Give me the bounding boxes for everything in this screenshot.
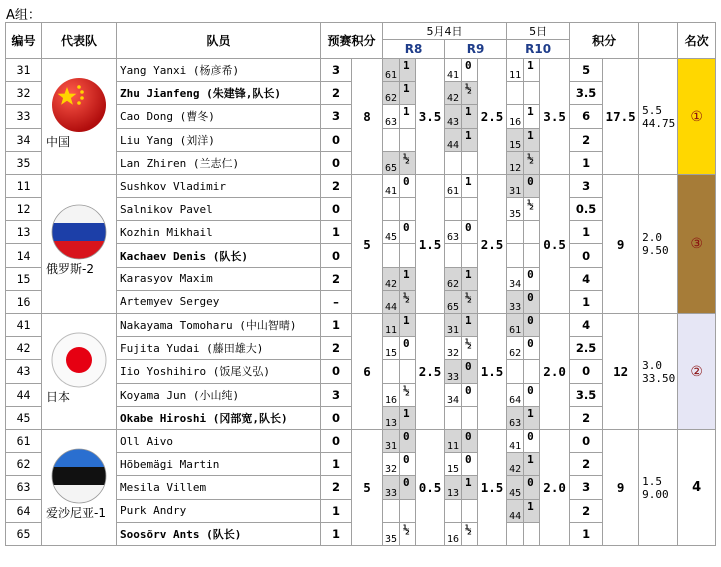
game-opponent-r10: 62 [507,337,524,360]
player-number: 65 [6,522,42,545]
player-number: 63 [6,476,42,499]
game-opponent-r10 [507,82,524,105]
game-result-r9: 0 [462,360,478,383]
game-opponent-r8: 61 [383,59,400,82]
game-opponent-r9: 44 [445,128,462,151]
game-result-r9: 0 [462,59,478,82]
game-result-r9: 0 [462,383,478,406]
game-result-r9: 1 [462,476,478,499]
team-r10-total: 0.5 [540,175,570,314]
game-result-r9: ½ [462,82,478,105]
game-opponent-r10 [507,244,524,267]
player-name: Yang Yanxi (杨彦希) [117,59,321,82]
player-total-points: 2 [570,128,603,151]
game-result-r8: 0 [400,337,416,360]
team-name: 俄罗斯-2 [46,262,94,276]
player-row [6,430,716,453]
player-prelim-points: 0 [321,151,352,174]
team-r9-total: 2.5 [478,175,507,314]
game-opponent-r10: 42 [507,453,524,476]
team-r9-total: 1.5 [478,314,507,430]
game-result-r8: 0 [400,221,416,244]
game-opponent-r9: 16 [445,522,462,545]
header-blank [639,23,678,59]
game-result-r9: ½ [462,522,478,545]
rank-badge: ③ [690,236,703,252]
player-name: Koyama Jun (小山纯) [117,383,321,406]
game-result-r8: ½ [400,151,416,174]
player-number: 12 [6,198,42,221]
game-result-r10 [524,82,540,105]
team-prelim-total: 5 [352,430,383,546]
game-opponent-r9: 13 [445,476,462,499]
player-prelim-points: 0 [321,128,352,151]
game-opponent-r9: 43 [445,105,462,128]
standings-table [5,22,716,546]
header-round-r9: R9 [445,40,507,59]
team-total-points: 17.5 [603,59,639,175]
game-opponent-r8: 42 [383,267,400,290]
game-opponent-r8: 35 [383,522,400,545]
game-result-r8: 0 [400,430,416,453]
game-result-r8 [400,360,416,383]
game-opponent-r9: 63 [445,221,462,244]
team-r10-total: 2.0 [540,314,570,430]
player-name: Iio Yoshihiro (饭尾义弘) [117,360,321,383]
player-row [6,59,716,82]
tiebreak-1: 5.5 [642,103,662,117]
game-result-r10: 1 [524,59,540,82]
player-total-points: 1 [570,522,603,545]
player-total-points: 2 [570,406,603,429]
player-total-points: 1 [570,221,603,244]
player-total-points: 0 [570,244,603,267]
game-opponent-r10: 11 [507,59,524,82]
game-result-r10 [524,360,540,383]
header-rank: 名次 [678,23,716,59]
player-prelim-points: 3 [321,59,352,82]
player-total-points: 0 [570,430,603,453]
player-name: Hõbemägi Martin [117,453,321,476]
game-result-r8: 1 [400,59,416,82]
game-opponent-r9: 62 [445,267,462,290]
game-opponent-r10: 61 [507,314,524,337]
tiebreak-1: 3.0 [642,358,662,372]
player-name: Sushkov Vladimir [117,175,321,198]
player-total-points: 3 [570,476,603,499]
player-name: Zhu Jianfeng (朱建锋,队长) [117,82,321,105]
game-result-r8 [400,499,416,522]
game-result-r8: ½ [400,383,416,406]
game-result-r8 [400,198,416,221]
game-result-r10: 0 [524,476,540,499]
team-r10-total: 3.5 [540,59,570,175]
game-opponent-r8: 44 [383,290,400,313]
game-opponent-r8 [383,198,400,221]
player-total-points: 3.5 [570,82,603,105]
game-result-r10: 1 [524,406,540,429]
player-name: Purk Andry [117,499,321,522]
game-opponent-r8: 63 [383,105,400,128]
game-opponent-r8: 32 [383,453,400,476]
tiebreak-2: 33.50 [642,371,676,385]
game-result-r10: 0 [524,267,540,290]
team-r8-total: 1.5 [416,175,445,314]
game-opponent-r9: 34 [445,383,462,406]
header-prelim: 预赛积分 [321,23,383,59]
player-number: 62 [6,453,42,476]
player-name: Mesila Villem [117,476,321,499]
team-r10-total: 2.0 [540,430,570,546]
header-round-r10: R10 [507,40,570,59]
team-name: 中国 [46,134,71,149]
player-total-points: 6 [570,105,603,128]
player-name: Cao Dong (曹冬) [117,105,321,128]
game-result-r8: ½ [400,290,416,313]
game-opponent-r9 [445,151,462,174]
player-prelim-points: 0 [321,360,352,383]
player-name: Fujita Yudai (藤田雄大) [117,337,321,360]
team-total-points: 9 [603,175,639,314]
player-prelim-points: 0 [321,430,352,453]
game-result-r8: 0 [400,175,416,198]
player-number: 44 [6,383,42,406]
game-result-r9: 1 [462,105,478,128]
game-opponent-r9 [445,244,462,267]
game-result-r10: ½ [524,151,540,174]
player-name: Kachaev Denis (队长) [117,244,321,267]
game-opponent-r9: 61 [445,175,462,198]
team-name: 日本 [46,389,71,404]
game-opponent-r8: 65 [383,151,400,174]
player-number: 45 [6,406,42,429]
game-result-r8: 0 [400,476,416,499]
game-opponent-r9: 41 [445,59,462,82]
player-name: Karasyov Maxim [117,267,321,290]
team-name: 爱沙尼亚-1 [46,505,106,520]
team-cell [42,314,117,430]
player-total-points: 2.5 [570,337,603,360]
game-result-r10: 0 [524,430,540,453]
team-tiebreak [639,175,678,314]
header-points: 积分 [570,23,639,59]
game-opponent-r9: 15 [445,453,462,476]
player-number: 16 [6,290,42,313]
player-total-points: 1 [570,151,603,174]
game-result-r8 [400,244,416,267]
game-result-r8: 1 [400,82,416,105]
player-name: Oll Aivo [117,430,321,453]
player-number: 32 [6,82,42,105]
team-total-points: 12 [603,314,639,430]
game-result-r9 [462,406,478,429]
player-number: 42 [6,337,42,360]
player-total-points: 5 [570,59,603,82]
game-opponent-r8: 33 [383,476,400,499]
team-total-points: 9 [603,430,639,546]
tiebreak-1: 2.0 [642,231,662,244]
game-opponent-r9 [445,406,462,429]
game-result-r9 [462,499,478,522]
player-prelim-points: 3 [321,383,352,406]
player-prelim-points: 1 [321,314,352,337]
team-rank [678,59,716,175]
player-number: 11 [6,175,42,198]
player-name: Kozhin Mikhail [117,221,321,244]
game-opponent-r8: 41 [383,175,400,198]
game-result-r9: ½ [462,337,478,360]
game-result-r8: 1 [400,406,416,429]
player-name: Soosõrv Ants (队长) [117,522,321,545]
player-total-points: 4 [570,314,603,337]
player-total-points: 2 [570,453,603,476]
game-opponent-r8: 15 [383,337,400,360]
game-opponent-r10: 63 [507,406,524,429]
team-tiebreak [639,59,678,175]
player-total-points: 3 [570,175,603,198]
game-opponent-r8 [383,244,400,267]
team-tiebreak [639,314,678,430]
player-name: Okabe Hiroshi (冈部宽,队长) [117,406,321,429]
estonia-flag-icon [51,448,107,504]
group-label: A组： [6,8,41,23]
header-date-5th: 5日 [507,23,570,40]
player-number: 64 [6,499,42,522]
player-prelim-points: 1 [321,221,352,244]
player-total-points: 0 [570,360,603,383]
team-r8-total: 3.5 [416,59,445,175]
game-opponent-r10: 45 [507,476,524,499]
player-number: 34 [6,128,42,151]
player-number: 61 [6,430,42,453]
china-flag-icon [51,77,107,133]
game-opponent-r9: 31 [445,314,462,337]
game-opponent-r9 [445,198,462,221]
team-prelim-total: 8 [352,59,383,175]
game-result-r9 [462,244,478,267]
game-opponent-r8: 31 [383,430,400,453]
game-result-r9 [462,151,478,174]
team-r9-total: 1.5 [478,430,507,546]
game-opponent-r8 [383,360,400,383]
game-result-r10: 0 [524,383,540,406]
player-number: 14 [6,244,42,267]
game-result-r8: ½ [400,522,416,545]
header-team: 代表队 [42,23,117,59]
tiebreak-2: 44.75 [642,116,676,130]
team-rank [678,430,716,546]
player-prelim-points: 0 [321,406,352,429]
game-result-r10: 1 [524,499,540,522]
game-result-r10: 0 [524,314,540,337]
japan-flag-icon [51,332,107,388]
game-result-r9 [462,198,478,221]
game-result-r8: 1 [400,105,416,128]
player-row [6,175,716,198]
game-result-r10: 1 [524,105,540,128]
game-opponent-r9: 33 [445,360,462,383]
game-opponent-r8 [383,128,400,151]
game-result-r10: 0 [524,175,540,198]
game-opponent-r8: 62 [383,82,400,105]
game-result-r9: 1 [462,128,478,151]
team-prelim-total: 5 [352,175,383,314]
game-result-r9: ½ [462,290,478,313]
game-opponent-r9: 32 [445,337,462,360]
game-result-r10: ½ [524,198,540,221]
game-result-r8 [400,128,416,151]
player-number: 35 [6,151,42,174]
game-result-r10: 0 [524,290,540,313]
player-prelim-points: 3 [321,105,352,128]
team-tiebreak [639,430,678,546]
player-prelim-points: 1 [321,499,352,522]
game-opponent-r10: 41 [507,430,524,453]
header-round-r8: R8 [383,40,445,59]
game-result-r9: 1 [462,267,478,290]
game-opponent-r10: 31 [507,175,524,198]
rank-badge: 4 [692,480,702,495]
player-prelim-points: 1 [321,453,352,476]
game-result-r10 [524,244,540,267]
player-prelim-points: 2 [321,175,352,198]
game-opponent-r10: 44 [507,499,524,522]
team-cell [42,175,117,314]
game-opponent-r10 [507,522,524,545]
team-cell [42,430,117,546]
game-opponent-r8: 16 [383,383,400,406]
game-result-r8: 1 [400,314,416,337]
game-opponent-r10: 15 [507,128,524,151]
game-result-r9: 1 [462,175,478,198]
game-opponent-r9 [445,499,462,522]
player-number: 31 [6,59,42,82]
game-opponent-r8 [383,499,400,522]
header-num: 编号 [6,23,42,59]
game-opponent-r8: 13 [383,406,400,429]
game-opponent-r10 [507,221,524,244]
player-prelim-points: 0 [321,198,352,221]
player-prelim-points: 2 [321,82,352,105]
game-opponent-r9: 11 [445,430,462,453]
russia-flag-icon [51,204,107,260]
game-opponent-r10 [507,360,524,383]
player-number: 41 [6,314,42,337]
player-prelim-points: 1 [321,522,352,545]
game-result-r10 [524,522,540,545]
game-result-r8: 1 [400,267,416,290]
player-number: 13 [6,221,42,244]
team-rank [678,175,716,314]
header-date-may4: 5月4日 [383,23,507,40]
team-rank [678,314,716,430]
game-opponent-r10: 35 [507,198,524,221]
game-result-r10 [524,221,540,244]
game-opponent-r10: 34 [507,267,524,290]
game-opponent-r9: 42 [445,82,462,105]
player-name: Lan Zhiren (兰志仁) [117,151,321,174]
game-result-r10: 1 [524,128,540,151]
tiebreak-2: 9.00 [642,487,669,501]
player-name: Artemyev Sergey [117,290,321,313]
game-result-r10: 0 [524,337,540,360]
game-result-r8: 0 [400,453,416,476]
player-total-points: 0.5 [570,198,603,221]
game-result-r9: 0 [462,430,478,453]
team-cell [42,59,117,175]
rank-badge: ① [690,108,703,125]
player-number: 33 [6,105,42,128]
game-opponent-r9: 65 [445,290,462,313]
player-number: 15 [6,267,42,290]
game-result-r9: 1 [462,314,478,337]
game-opponent-r8: 11 [383,314,400,337]
player-total-points: 3.5 [570,383,603,406]
team-prelim-total: 6 [352,314,383,430]
game-opponent-r8: 45 [383,221,400,244]
player-prelim-points: – [321,290,352,313]
player-row [6,314,716,337]
team-r8-total: 0.5 [416,430,445,546]
player-name: Salnikov Pavel [117,198,321,221]
player-prelim-points: 2 [321,476,352,499]
tiebreak-1: 1.5 [642,474,662,488]
game-opponent-r10: 16 [507,105,524,128]
player-number: 43 [6,360,42,383]
team-r8-total: 2.5 [416,314,445,430]
game-result-r9: 0 [462,453,478,476]
game-opponent-r10: 64 [507,383,524,406]
game-opponent-r10: 12 [507,151,524,174]
player-name: Liu Yang (刘洋) [117,128,321,151]
team-r9-total: 2.5 [478,59,507,175]
tiebreak-2: 9.50 [642,244,669,257]
player-total-points: 1 [570,290,603,313]
player-prelim-points: 2 [321,337,352,360]
game-opponent-r10: 33 [507,290,524,313]
player-prelim-points: 2 [321,267,352,290]
player-name: Nakayama Tomoharu (中山智晴) [117,314,321,337]
game-result-r9: 0 [462,221,478,244]
player-prelim-points: 0 [321,244,352,267]
game-result-r10: 1 [524,453,540,476]
player-total-points: 4 [570,267,603,290]
player-total-points: 2 [570,499,603,522]
rank-badge: ② [690,363,703,380]
header-player: 队员 [117,23,321,59]
